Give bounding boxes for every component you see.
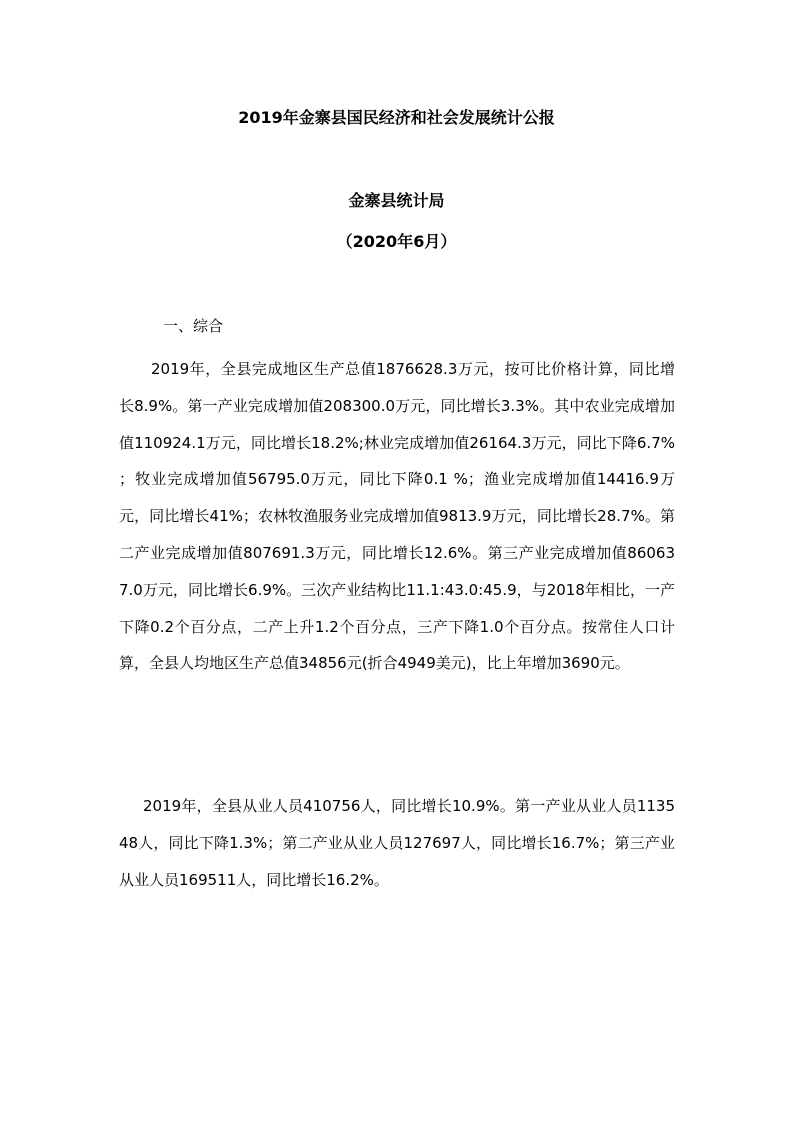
paragraph-employment: 2019年，全县从业人员410756人，同比增长10.9%。第一产业从业人员113548人，同比下降1.3%；第二产业从业人员127697人，同比增长16.7%；第三产业从业人员169511人，同比增长16.2%。 [119, 797, 675, 889]
publication-date: （2020年6月） [336, 232, 457, 251]
paragraph-gdp: 2019年，全县完成地区生产总值1876628.3万元，按可比价格计算，同比增长8.9%。第一产业完成增加值208300.0万元，同比增长3.3%。其中农业完成增加值110924.1万元，同比增长18.2%;林业完成增加值26164.3万元，同比下降6.7% ；牧业完成增加值56795.0万元，同比下降0.1 %；渔业完成增加值14416.9万元，同比增长41%；农林牧渔服务业完成增加值9813.9万元，同比增长28.7%。第二产业完成增加值807691.3万元，同比增长12.6%。第三产业完成增加值860637.0万元，同比增长6.9%。三次产业结构比11.1:43.0:45.9，与2018年相比，一产下降0.2个百分点，二产上升1.2个百分点，三产下降1.0个百分点。按常住人口计算，全县人均地区生产总值34856元(折合4949美元)，比上年增加3690元。 [119, 360, 675, 673]
document-title: 2019年金寨县国民经济和社会发展统计公报 [238, 108, 555, 127]
section-heading: 一、综合 [163, 317, 224, 335]
issuer-name: 金寨县统计局 [348, 191, 445, 210]
